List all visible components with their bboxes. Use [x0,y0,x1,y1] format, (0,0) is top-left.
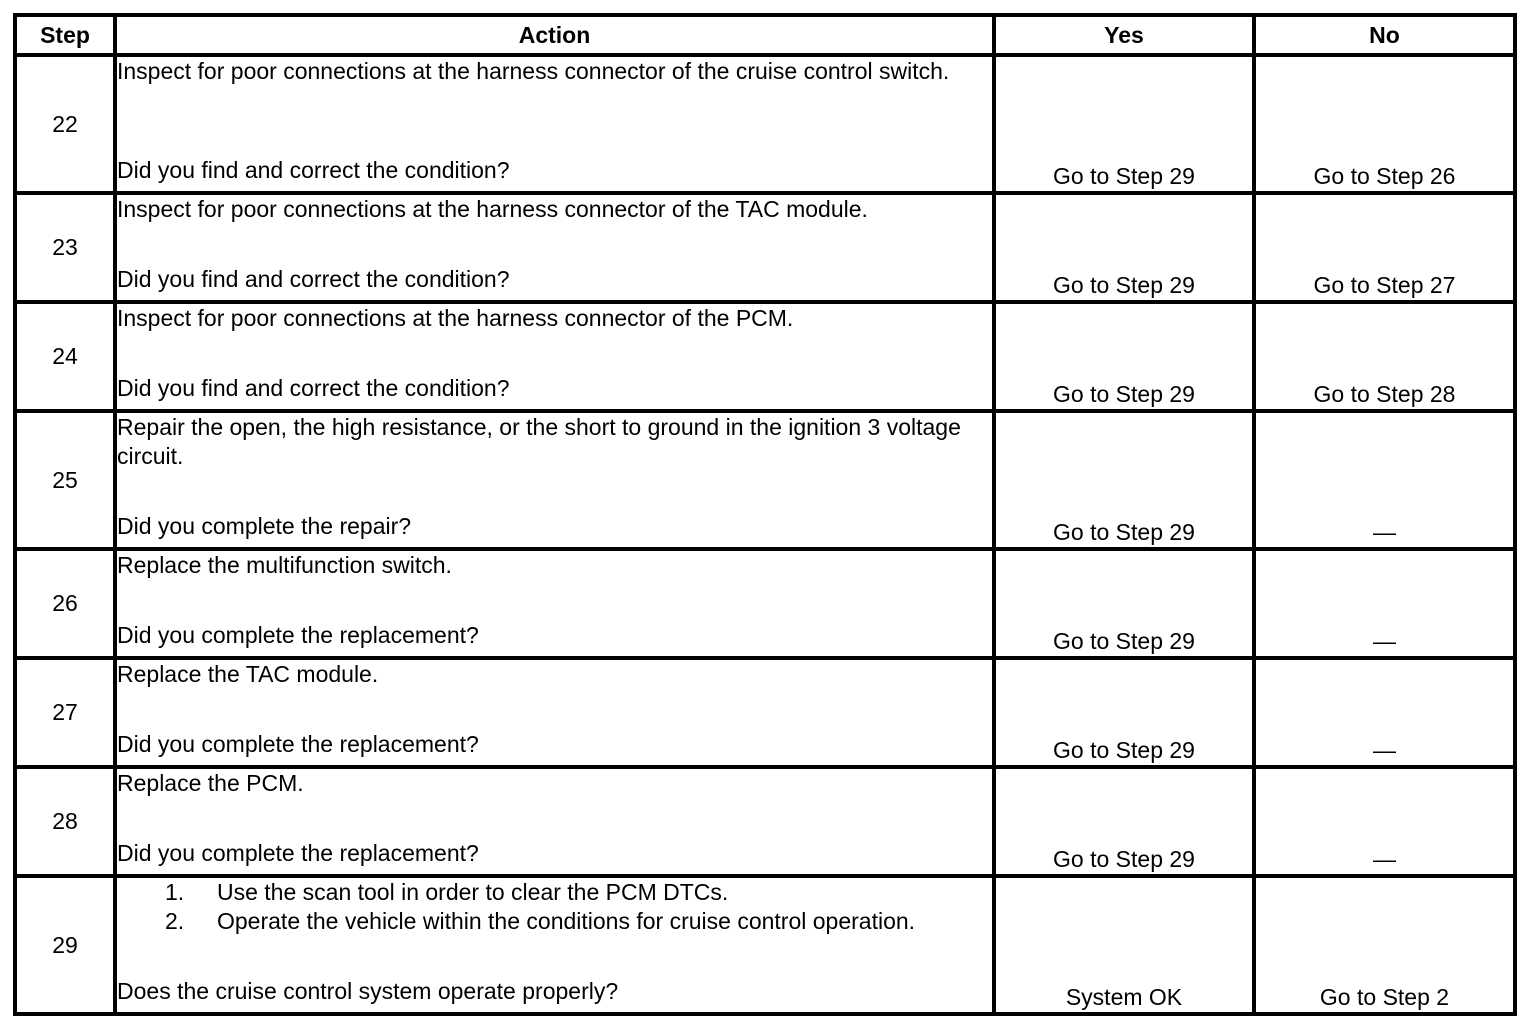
table-row [15,658,1515,767]
no-result: — [1254,767,1515,876]
action-question: Did you find and correct the condition? [117,157,510,183]
table-row [15,302,1515,411]
yes-result: System OK [994,876,1254,1014]
yes-result: Go to Step 29 [994,193,1254,302]
action-instruction: Replace the multifunction switch. [117,552,452,578]
substep-number: 2. [165,908,185,934]
no-result: — [1254,411,1515,549]
no-result: Go to Step 2 [1254,876,1515,1014]
table-row [15,55,1515,193]
header-yes: Yes [994,15,1254,55]
header-action: Action [115,15,994,55]
action-instruction: Inspect for poor connections at the harness connector of the TAC module. [117,196,868,222]
action-question: Did you complete the replacement? [117,840,479,866]
substep-text: Operate the vehicle within the conditions for cruise control operation. [217,908,916,934]
no-result: — [1254,549,1515,658]
no-result: — [1254,658,1515,767]
step-number: 29 [15,876,115,1014]
substep-text: Use the scan tool in order to clear the PCM DTCs. [217,879,729,905]
substep-item [165,878,992,907]
step-number: 27 [15,658,115,767]
action-cell [115,302,994,411]
step-number: 25 [15,411,115,549]
yes-result: Go to Step 29 [994,55,1254,193]
action-question: Did you complete the repair? [117,513,412,539]
yes-result: Go to Step 29 [994,302,1254,411]
action-cell [115,658,994,767]
action-cell [115,193,994,302]
action-instruction: Replace the PCM. [117,770,304,796]
action-cell [115,549,994,658]
action-question: Did you find and correct the condition? [117,266,510,292]
substep-list [117,878,992,936]
step-number: 22 [15,55,115,193]
step-number: 23 [15,193,115,302]
no-result: Go to Step 27 [1254,193,1515,302]
header-step: Step [15,15,115,55]
action-question: Does the cruise control system operate properly? [117,978,619,1004]
yes-result: Go to Step 29 [994,658,1254,767]
table-row [15,411,1515,549]
substep-number: 1. [165,879,185,905]
table-row [15,767,1515,876]
table-row [15,876,1515,1014]
no-result: Go to Step 28 [1254,302,1515,411]
step-number: 24 [15,302,115,411]
table-row [15,193,1515,302]
header-row [15,15,1515,55]
no-result: Go to Step 26 [1254,55,1515,193]
yes-result: Go to Step 29 [994,549,1254,658]
action-cell [115,767,994,876]
action-question: Did you complete the replacement? [117,731,479,757]
header-no: No [1254,15,1515,55]
action-question: Did you complete the replacement? [117,622,479,648]
action-instruction: Inspect for poor connections at the harness connector of the cruise control switch. [117,58,950,84]
yes-result: Go to Step 29 [994,767,1254,876]
yes-result: Go to Step 29 [994,411,1254,549]
action-cell [115,876,994,1014]
action-instruction: Repair the open, the high resistance, or the short to ground in the ignition 3 voltage circuit. [117,414,961,469]
action-cell [115,411,994,549]
table-row [15,549,1515,658]
action-instruction: Inspect for poor connections at the harness connector of the PCM. [117,305,794,331]
diagnostic-steps-table [13,13,1517,1016]
step-number: 28 [15,767,115,876]
action-cell [115,55,994,193]
action-instruction: Replace the TAC module. [117,661,379,687]
step-number: 26 [15,549,115,658]
action-question: Did you find and correct the condition? [117,375,510,401]
substep-item [165,907,992,936]
